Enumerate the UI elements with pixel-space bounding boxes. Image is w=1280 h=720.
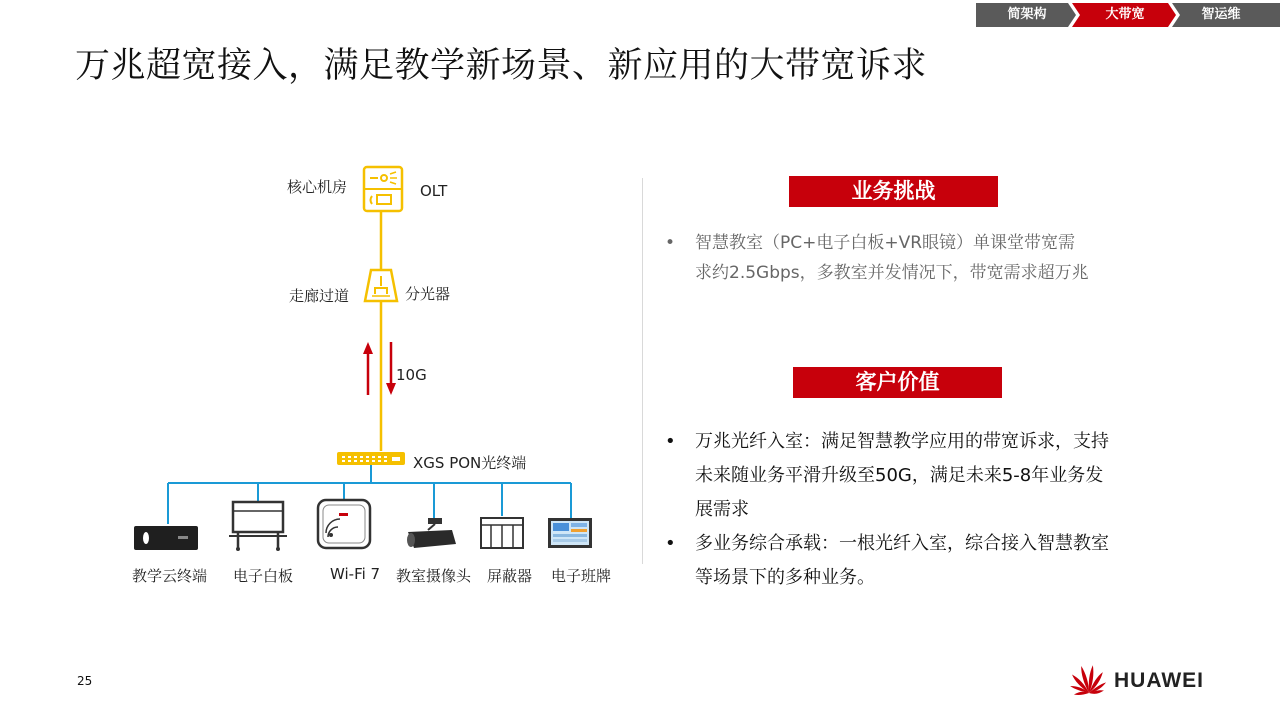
terminal-label-jammer: 屏蔽器 (487, 567, 533, 585)
value-1-line-1: • 万兆光纤入室：满足智慧教学应用的带宽诉求，支持 (695, 431, 1109, 452)
splitter-label: 分光器 (405, 285, 451, 303)
terminal-label-cloud: 教学云终端 (132, 567, 208, 585)
bandwidth-arrows (363, 342, 396, 395)
ont-label: XGS PON光终端 (413, 454, 527, 472)
page-title: 万兆超宽接入，满足教学新场景、新应用的大带宽诉求 (75, 46, 928, 86)
whiteboard-icon (229, 502, 287, 551)
splitter-icon (365, 270, 397, 301)
huawei-flower-icon (1068, 662, 1110, 698)
terminal-label-class-board: 电子班牌 (551, 567, 612, 585)
section-nav (976, 3, 1280, 27)
value-list (665, 425, 1155, 595)
challenge-heading: 业务挑战 (789, 176, 998, 207)
terminal-label-wifi: Wi-Fi 7 (330, 565, 381, 583)
huawei-logo (1068, 662, 1208, 698)
terminal-label-whiteboard: 电子白板 (233, 567, 294, 585)
terminal-label-camera: 教室摄像头 (396, 567, 472, 585)
core-room-label: 核心机房 (287, 178, 348, 196)
olt-icon (364, 167, 402, 211)
value-1-line-2: 未来随业务平滑升级至50G，满足未来5-8年业务发 (695, 465, 1104, 486)
jammer-icon (481, 518, 523, 548)
nav-item-operations[interactable]: 智运维 (1201, 7, 1241, 22)
corridor-label: 走廊过道 (289, 287, 350, 305)
challenge-line-1: • 智慧教室（PC+电子白板+VR眼镜）单课堂带宽需 (695, 233, 1076, 253)
cloud-terminal-icon (134, 526, 198, 550)
nav-item-architecture[interactable]: 简架构 (1007, 7, 1047, 22)
brand-name: HUAWEI (1114, 669, 1204, 692)
wifi-ap-icon (318, 500, 370, 548)
value-2-line-1: • 多业务综合承载：一根光纤入室，综合接入智慧教室 (695, 533, 1109, 554)
value-bullet-2 (665, 527, 1155, 595)
value-heading: 客户价值 (793, 367, 1002, 398)
challenge-list (665, 228, 1145, 288)
value-bullet-1 (665, 425, 1155, 527)
column-divider (642, 178, 643, 564)
camera-icon (407, 518, 456, 548)
ont-icon (337, 452, 405, 465)
challenge-bullet (665, 228, 1145, 288)
page-number: 25 (77, 674, 93, 688)
class-board-icon (548, 518, 592, 548)
challenge-line-2: 求约2.5Gbps，多教室并发情况下，带宽需求超万兆 (695, 263, 1089, 283)
value-1-line-3: 展需求 (695, 499, 749, 520)
olt-label: OLT (420, 182, 448, 200)
bandwidth-label: 10G (396, 366, 427, 384)
value-2-line-2: 等场景下的多种业务。 (695, 567, 875, 588)
nav-item-bandwidth[interactable]: 大带宽 (1105, 7, 1145, 22)
